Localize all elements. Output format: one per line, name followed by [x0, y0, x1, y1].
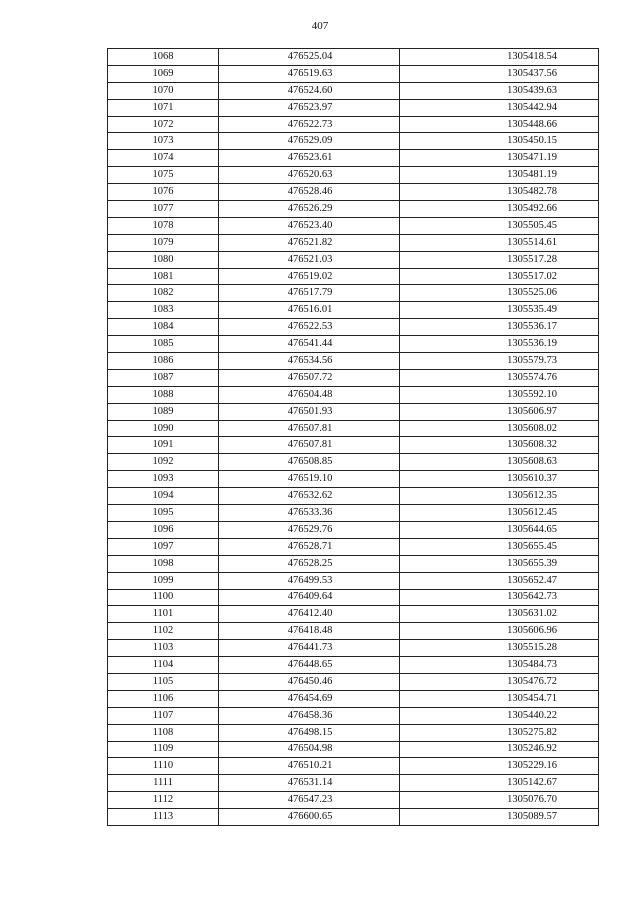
x-coordinate-cell: 476547.23 [219, 792, 400, 809]
y-coordinate-cell: 1305525.06 [400, 285, 599, 302]
table-row [108, 555, 599, 572]
y-coordinate-cell: 1305484.73 [400, 657, 599, 674]
x-coordinate-cell: 476533.36 [219, 505, 400, 522]
table-row [108, 538, 599, 555]
x-coordinate-cell: 476448.65 [219, 657, 400, 674]
point-number-cell: 1105 [108, 673, 219, 690]
table-row [108, 268, 599, 285]
point-number-cell: 1075 [108, 167, 219, 184]
y-coordinate-cell: 1305275.82 [400, 724, 599, 741]
y-coordinate-cell: 1305606.97 [400, 403, 599, 420]
point-number-cell: 1109 [108, 741, 219, 758]
y-coordinate-cell: 1305482.78 [400, 184, 599, 201]
x-coordinate-cell: 476454.69 [219, 690, 400, 707]
point-number-cell: 1082 [108, 285, 219, 302]
x-coordinate-cell: 476521.82 [219, 234, 400, 251]
y-coordinate-cell: 1305612.45 [400, 505, 599, 522]
point-number-cell: 1107 [108, 707, 219, 724]
y-coordinate-cell: 1305514.61 [400, 234, 599, 251]
y-coordinate-cell: 1305515.28 [400, 640, 599, 657]
table-row [108, 82, 599, 99]
y-coordinate-cell: 1305471.19 [400, 150, 599, 167]
table-row [108, 184, 599, 201]
point-number-cell: 1076 [108, 184, 219, 201]
x-coordinate-cell: 476523.61 [219, 150, 400, 167]
x-coordinate-cell: 476507.81 [219, 437, 400, 454]
point-number-cell: 1089 [108, 403, 219, 420]
table-row [108, 386, 599, 403]
table-row [108, 657, 599, 674]
x-coordinate-cell: 476507.72 [219, 369, 400, 386]
point-number-cell: 1072 [108, 116, 219, 133]
y-coordinate-cell: 1305644.65 [400, 521, 599, 538]
y-coordinate-cell: 1305535.49 [400, 302, 599, 319]
point-number-cell: 1086 [108, 353, 219, 370]
table-row [108, 792, 599, 809]
table-row [108, 775, 599, 792]
table-row [108, 707, 599, 724]
y-coordinate-cell: 1305606.96 [400, 623, 599, 640]
x-coordinate-cell: 476519.63 [219, 65, 400, 82]
y-coordinate-cell: 1305608.02 [400, 420, 599, 437]
table-row [108, 403, 599, 420]
point-number-cell: 1095 [108, 505, 219, 522]
x-coordinate-cell: 476534.56 [219, 353, 400, 370]
table-row [108, 217, 599, 234]
point-number-cell: 1090 [108, 420, 219, 437]
x-coordinate-cell: 476600.65 [219, 809, 400, 826]
x-coordinate-cell: 476526.29 [219, 201, 400, 218]
x-coordinate-cell: 476517.79 [219, 285, 400, 302]
point-number-cell: 1100 [108, 589, 219, 606]
table-row [108, 673, 599, 690]
point-number-cell: 1077 [108, 201, 219, 218]
x-coordinate-cell: 476528.25 [219, 555, 400, 572]
point-number-cell: 1081 [108, 268, 219, 285]
point-number-cell: 1079 [108, 234, 219, 251]
x-coordinate-cell: 476418.48 [219, 623, 400, 640]
point-number-cell: 1078 [108, 217, 219, 234]
x-coordinate-cell: 476520.63 [219, 167, 400, 184]
x-coordinate-cell: 476522.53 [219, 319, 400, 336]
x-coordinate-cell: 476532.62 [219, 488, 400, 505]
y-coordinate-cell: 1305655.45 [400, 538, 599, 555]
y-coordinate-cell: 1305536.19 [400, 336, 599, 353]
point-number-cell: 1087 [108, 369, 219, 386]
table-row [108, 741, 599, 758]
table-row [108, 133, 599, 150]
table-row [108, 758, 599, 775]
point-number-cell: 1068 [108, 49, 219, 66]
y-coordinate-cell: 1305492.66 [400, 201, 599, 218]
y-coordinate-cell: 1305476.72 [400, 673, 599, 690]
point-number-cell: 1093 [108, 471, 219, 488]
y-coordinate-cell: 1305536.17 [400, 319, 599, 336]
point-number-cell: 1071 [108, 99, 219, 116]
point-number-cell: 1073 [108, 133, 219, 150]
y-coordinate-cell: 1305437.56 [400, 65, 599, 82]
point-number-cell: 1098 [108, 555, 219, 572]
point-number-cell: 1112 [108, 792, 219, 809]
x-coordinate-cell: 476498.15 [219, 724, 400, 741]
table-row [108, 471, 599, 488]
point-number-cell: 1085 [108, 336, 219, 353]
point-number-cell: 1110 [108, 758, 219, 775]
point-number-cell: 1097 [108, 538, 219, 555]
x-coordinate-cell: 476522.73 [219, 116, 400, 133]
x-coordinate-cell: 476529.09 [219, 133, 400, 150]
x-coordinate-cell: 476507.81 [219, 420, 400, 437]
point-number-cell: 1094 [108, 488, 219, 505]
table-row [108, 369, 599, 386]
x-coordinate-cell: 476528.46 [219, 184, 400, 201]
table-row [108, 234, 599, 251]
x-coordinate-cell: 476529.76 [219, 521, 400, 538]
x-coordinate-cell: 476531.14 [219, 775, 400, 792]
point-number-cell: 1108 [108, 724, 219, 741]
y-coordinate-cell: 1305448.66 [400, 116, 599, 133]
x-coordinate-cell: 476412.40 [219, 606, 400, 623]
y-coordinate-cell: 1305592.10 [400, 386, 599, 403]
table-row [108, 336, 599, 353]
point-number-cell: 1101 [108, 606, 219, 623]
x-coordinate-cell: 476499.53 [219, 572, 400, 589]
table-row [108, 251, 599, 268]
table-row [108, 319, 599, 336]
x-coordinate-cell: 476458.36 [219, 707, 400, 724]
x-coordinate-cell: 476521.03 [219, 251, 400, 268]
table-row [108, 420, 599, 437]
x-coordinate-cell: 476450.46 [219, 673, 400, 690]
table-row [108, 167, 599, 184]
y-coordinate-cell: 1305642.73 [400, 589, 599, 606]
y-coordinate-cell: 1305439.63 [400, 82, 599, 99]
table-row [108, 150, 599, 167]
x-coordinate-cell: 476504.48 [219, 386, 400, 403]
y-coordinate-cell: 1305655.39 [400, 555, 599, 572]
y-coordinate-cell: 1305089.57 [400, 809, 599, 826]
y-coordinate-cell: 1305517.28 [400, 251, 599, 268]
table-row [108, 285, 599, 302]
x-coordinate-cell: 476508.85 [219, 454, 400, 471]
x-coordinate-cell: 476441.73 [219, 640, 400, 657]
point-number-cell: 1104 [108, 657, 219, 674]
y-coordinate-cell: 1305608.63 [400, 454, 599, 471]
point-number-cell: 1099 [108, 572, 219, 589]
point-number-cell: 1070 [108, 82, 219, 99]
x-coordinate-cell: 476528.71 [219, 538, 400, 555]
point-number-cell: 1083 [108, 302, 219, 319]
y-coordinate-cell: 1305579.73 [400, 353, 599, 370]
x-coordinate-cell: 476501.93 [219, 403, 400, 420]
x-coordinate-cell: 476523.40 [219, 217, 400, 234]
point-number-cell: 1092 [108, 454, 219, 471]
point-number-cell: 1080 [108, 251, 219, 268]
table-row [108, 488, 599, 505]
y-coordinate-cell: 1305481.19 [400, 167, 599, 184]
x-coordinate-cell: 476525.04 [219, 49, 400, 66]
table-row [108, 454, 599, 471]
y-coordinate-cell: 1305505.45 [400, 217, 599, 234]
point-number-cell: 1106 [108, 690, 219, 707]
point-number-cell: 1069 [108, 65, 219, 82]
point-number-cell: 1074 [108, 150, 219, 167]
y-coordinate-cell: 1305076.70 [400, 792, 599, 809]
page-number: 407 [311, 20, 329, 32]
table-row [108, 116, 599, 133]
y-coordinate-cell: 1305608.32 [400, 437, 599, 454]
point-number-cell: 1113 [108, 809, 219, 826]
y-coordinate-cell: 1305454.71 [400, 690, 599, 707]
table-row [108, 589, 599, 606]
x-coordinate-cell: 476523.97 [219, 99, 400, 116]
x-coordinate-cell: 476409.64 [219, 589, 400, 606]
x-coordinate-cell: 476519.10 [219, 471, 400, 488]
point-number-cell: 1091 [108, 437, 219, 454]
table-row [108, 201, 599, 218]
coordinates-table [107, 48, 599, 826]
y-coordinate-cell: 1305142.67 [400, 775, 599, 792]
table-row [108, 690, 599, 707]
y-coordinate-cell: 1305652.47 [400, 572, 599, 589]
table-row [108, 505, 599, 522]
y-coordinate-cell: 1305610.37 [400, 471, 599, 488]
point-number-cell: 1088 [108, 386, 219, 403]
table-row [108, 99, 599, 116]
x-coordinate-cell: 476519.02 [219, 268, 400, 285]
table-row [108, 606, 599, 623]
table-row [108, 521, 599, 538]
table-row [108, 623, 599, 640]
x-coordinate-cell: 476524.60 [219, 82, 400, 99]
point-number-cell: 1103 [108, 640, 219, 657]
y-coordinate-cell: 1305574.76 [400, 369, 599, 386]
y-coordinate-cell: 1305440.22 [400, 707, 599, 724]
point-number-cell: 1111 [108, 775, 219, 792]
y-coordinate-cell: 1305418.54 [400, 49, 599, 66]
y-coordinate-cell: 1305450.15 [400, 133, 599, 150]
table-row [108, 640, 599, 657]
x-coordinate-cell: 476510.21 [219, 758, 400, 775]
y-coordinate-cell: 1305246.92 [400, 741, 599, 758]
x-coordinate-cell: 476504.98 [219, 741, 400, 758]
table-row [108, 809, 599, 826]
table-row [108, 724, 599, 741]
y-coordinate-cell: 1305517.02 [400, 268, 599, 285]
point-number-cell: 1096 [108, 521, 219, 538]
table-row [108, 353, 599, 370]
y-coordinate-cell: 1305442.94 [400, 99, 599, 116]
table-row [108, 437, 599, 454]
point-number-cell: 1102 [108, 623, 219, 640]
y-coordinate-cell: 1305229.16 [400, 758, 599, 775]
table-row [108, 49, 599, 66]
point-number-cell: 1084 [108, 319, 219, 336]
y-coordinate-cell: 1305612.35 [400, 488, 599, 505]
coordinates-table-body [108, 49, 599, 826]
table-row [108, 65, 599, 82]
table-row [108, 302, 599, 319]
table-row [108, 572, 599, 589]
x-coordinate-cell: 476516.01 [219, 302, 400, 319]
x-coordinate-cell: 476541.44 [219, 336, 400, 353]
y-coordinate-cell: 1305631.02 [400, 606, 599, 623]
